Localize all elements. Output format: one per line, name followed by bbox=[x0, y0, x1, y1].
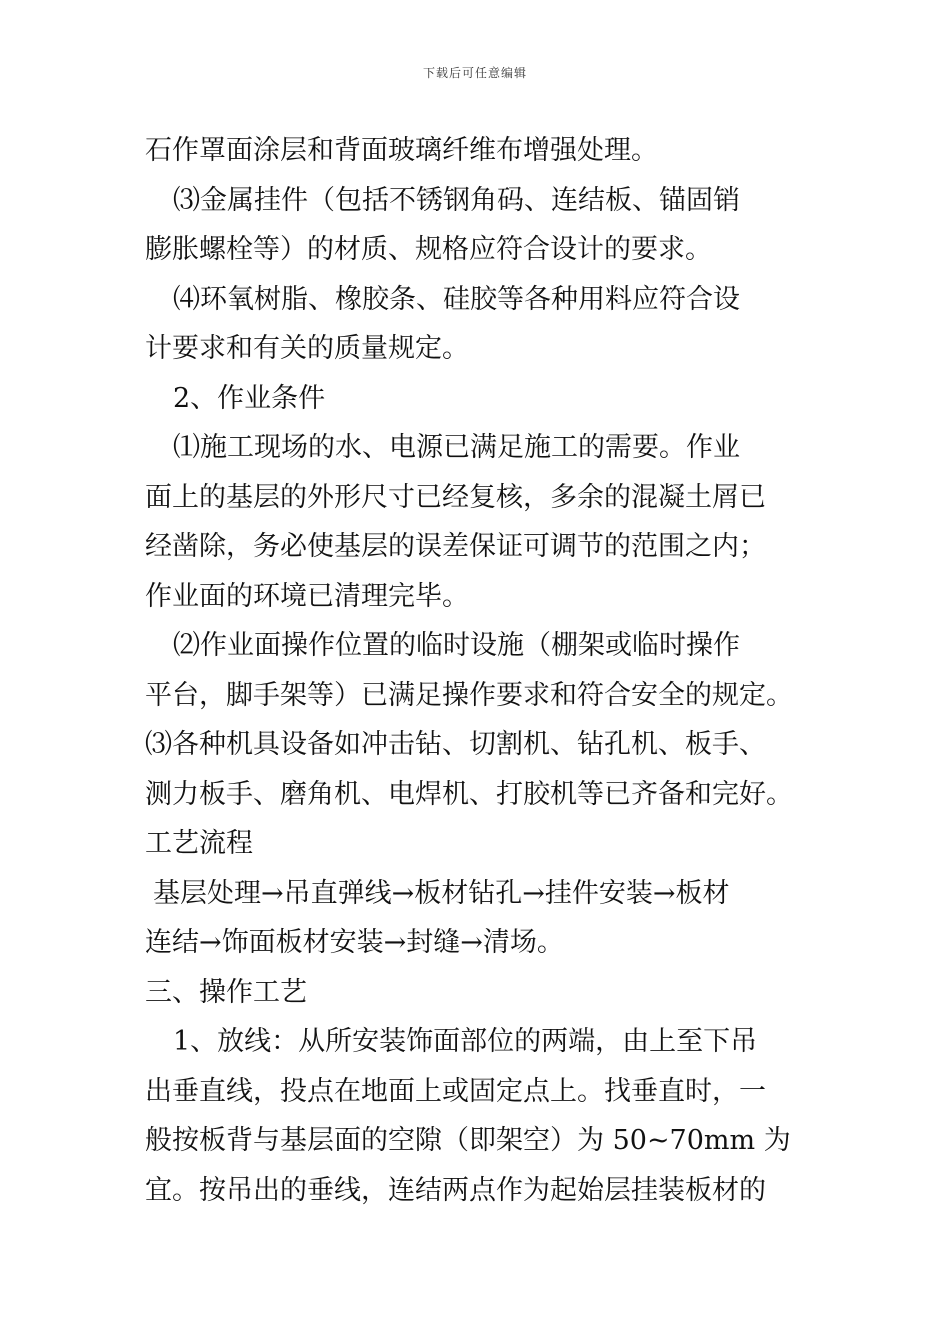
text-line: 计要求和有关的质量规定。 bbox=[145, 333, 469, 364]
text-line: 作业面的环境已清理完毕。 bbox=[145, 580, 469, 612]
text-line: ⑴施工现场的水、电源已满足施工的需要。作业 bbox=[173, 432, 740, 463]
section-heading: 工艺流程 bbox=[145, 828, 253, 859]
text-line: 膨胀螺栓等）的材质、规格应符合设计的要求。 bbox=[145, 234, 712, 265]
text-line: 般按板背与基层面的空隙（即架空）为 50~70mm 为 bbox=[145, 1125, 791, 1156]
header-note: 下载后可任意编辑 bbox=[422, 66, 527, 80]
text-line: 出垂直线，投点在地面上或固定点上。找垂直时，一 bbox=[145, 1075, 766, 1107]
section-heading: 三、操作工艺 bbox=[145, 976, 307, 1008]
text-line: ⑶各种机具设备如冲击钻、切割机、钻孔机、板手、 bbox=[145, 729, 766, 760]
text-line: 宜。按吊出的垂线，连结两点作为起始层挂装板材的 bbox=[145, 1174, 766, 1206]
section-heading: 2、作业条件 bbox=[173, 382, 326, 414]
text-line: 平台，脚手架等）已满足操作要求和符合安全的规定。 bbox=[145, 679, 793, 711]
process-flow: 连结→饰面板材安装→封缝→清场。 bbox=[145, 927, 564, 958]
text-line: 面上的基层的外形尺寸已经复核，多余的混凝土屑已 bbox=[145, 481, 766, 513]
document-body bbox=[145, 126, 835, 1215]
text-line: 石作罩面涂层和背面玻璃纤维布增强处理。 bbox=[145, 135, 658, 166]
text-line: ⑵作业面操作位置的临时设施（棚架或临时操作 bbox=[173, 630, 740, 661]
text-line: 经凿除，务必使基层的误差保证可调节的范围之内； bbox=[145, 531, 766, 562]
text-line: 测力板手、磨角机、电焊机、打胶机等已齐备和完好。 bbox=[145, 778, 793, 810]
process-flow: 基层处理→吊直弹线→板材钻孔→挂件安装→板材 bbox=[153, 877, 730, 909]
text-line: 1、放线：从所安装饰面部位的两端，由上至下吊 bbox=[173, 1026, 758, 1057]
text-line: ⑶金属挂件（包括不锈钢角码、连结板、锚固销 bbox=[173, 184, 740, 216]
text-line: ⑷环氧树脂、橡胶条、硅胶等各种用料应符合设 bbox=[173, 283, 740, 315]
